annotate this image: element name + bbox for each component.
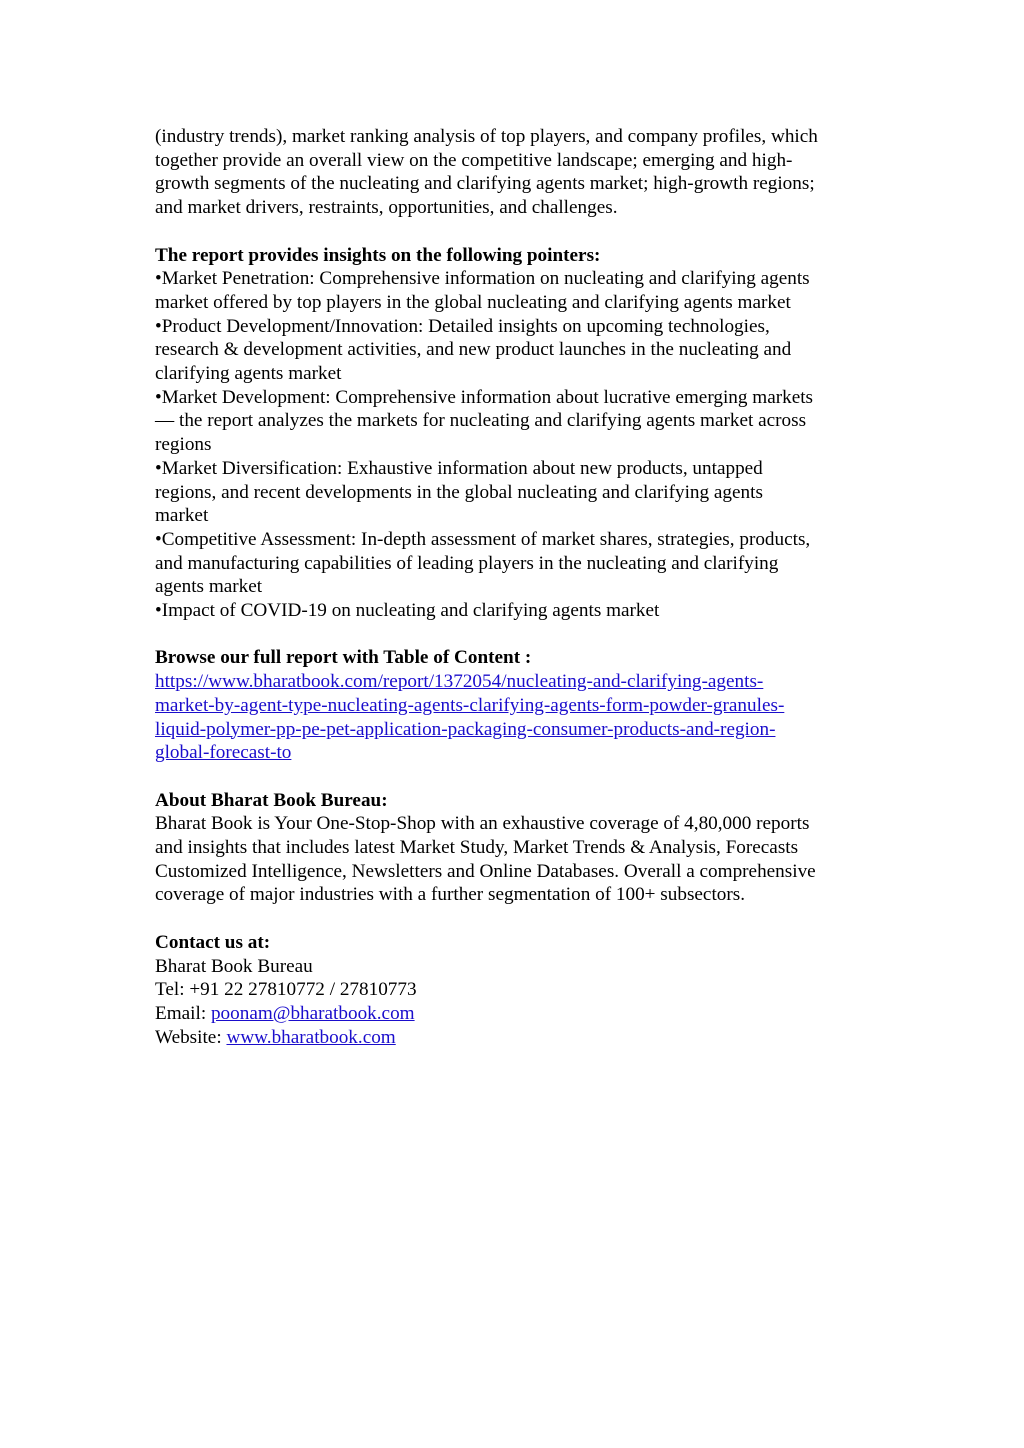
pointer-line: •Market Diversification: Exhaustive information about new products, untapped bbox=[155, 457, 763, 479]
pointer-line: agents market bbox=[155, 576, 263, 598]
pointer-line: research & development activities, and new product launches in the nucleating and bbox=[155, 339, 792, 361]
pointer-line: market bbox=[155, 505, 209, 527]
intro-line: together provide an overall view on the competitive landscape; emerging and high- bbox=[155, 149, 793, 171]
pointer-line: •Impact of COVID-19 on nucleating and clarifying agents market bbox=[155, 600, 660, 622]
intro-line: growth segments of the nucleating and clarifying agents market; high-growth regions; bbox=[155, 173, 815, 195]
pointer-line: regions, and recent developments in the global nucleating and clarifying agents bbox=[155, 481, 763, 503]
about-line: Bharat Book is Your One-Stop-Shop with an exhaustive coverage of 4,80,000 reports bbox=[155, 813, 810, 835]
paragraph-gap bbox=[155, 907, 895, 931]
pointer-line: •Product Development/Innovation: Detailed insights on upcoming technologies, bbox=[155, 315, 770, 337]
intro-line: (industry trends), market ranking analysis of top players, and company profiles, which bbox=[155, 126, 818, 147]
about-line: and insights that includes latest Market Study, Market Trends & Analysis, Forecasts bbox=[155, 837, 799, 859]
intro-paragraph bbox=[155, 125, 895, 220]
contact-website-row bbox=[155, 1026, 895, 1050]
website-link[interactable]: www.bharatbook.com bbox=[226, 1026, 396, 1048]
about-line: Customized Intelligence, Newsletters and Online Databases. Overall a comprehensive bbox=[155, 860, 816, 882]
contact-section bbox=[155, 931, 895, 1050]
document-page bbox=[155, 125, 895, 1049]
browse-heading: Browse our full report with Table of Content : bbox=[155, 647, 532, 669]
report-link-line[interactable]: https://www.bharatbook.com/report/1372054/nucleating-and-clarifying-agents- bbox=[155, 671, 764, 693]
contact-email-row bbox=[155, 1002, 895, 1026]
report-link-line[interactable]: liquid-polymer-pp-pe-pet-application-packaging-consumer-products-and-region- bbox=[155, 718, 776, 740]
pointers-heading: The report provides insights on the following pointers: bbox=[155, 244, 601, 266]
pointer-line: and manufacturing capabilities of leading players in the nucleating and clarifying bbox=[155, 552, 779, 574]
intro-line: and market drivers, restraints, opportunities, and challenges. bbox=[155, 197, 618, 219]
contact-company: Bharat Book Bureau bbox=[155, 955, 313, 977]
paragraph-gap bbox=[155, 623, 895, 647]
about-section bbox=[155, 789, 895, 908]
website-label: Website: bbox=[155, 1026, 227, 1048]
pointer-line: regions bbox=[155, 434, 212, 456]
report-link-line[interactable]: market-by-agent-type-nucleating-agents-clarifying-agents-form-powder-granules- bbox=[155, 694, 785, 716]
report-link[interactable] bbox=[155, 670, 895, 765]
paragraph-gap bbox=[155, 765, 895, 789]
report-link-line[interactable]: global-forecast-to bbox=[155, 742, 292, 764]
pointer-line: — the report analyzes the markets for nucleating and clarifying agents market across bbox=[155, 410, 807, 432]
email-link[interactable]: poonam@bharatbook.com bbox=[210, 1002, 415, 1024]
paragraph-gap bbox=[155, 220, 895, 244]
pointers-section bbox=[155, 244, 895, 623]
browse-section bbox=[155, 646, 895, 765]
about-heading: About Bharat Book Bureau: bbox=[155, 789, 388, 811]
pointer-line: •Market Penetration: Comprehensive information on nucleating and clarifying agents bbox=[155, 268, 810, 290]
contact-heading: Contact us at: bbox=[155, 931, 271, 953]
email-label: Email: bbox=[155, 1002, 211, 1024]
pointer-line: •Market Development: Comprehensive information about lucrative emerging markets bbox=[155, 386, 814, 408]
pointer-line: clarifying agents market bbox=[155, 363, 342, 385]
pointer-line: •Competitive Assessment: In-depth assessment of market shares, strategies, products, bbox=[155, 528, 811, 550]
about-line: coverage of major industries with a further segmentation of 100+ subsectors. bbox=[155, 884, 746, 906]
contact-tel: Tel: +91 22 27810772 / 27810773 bbox=[155, 979, 417, 1001]
pointer-line: market offered by top players in the global nucleating and clarifying agents market bbox=[155, 291, 791, 313]
